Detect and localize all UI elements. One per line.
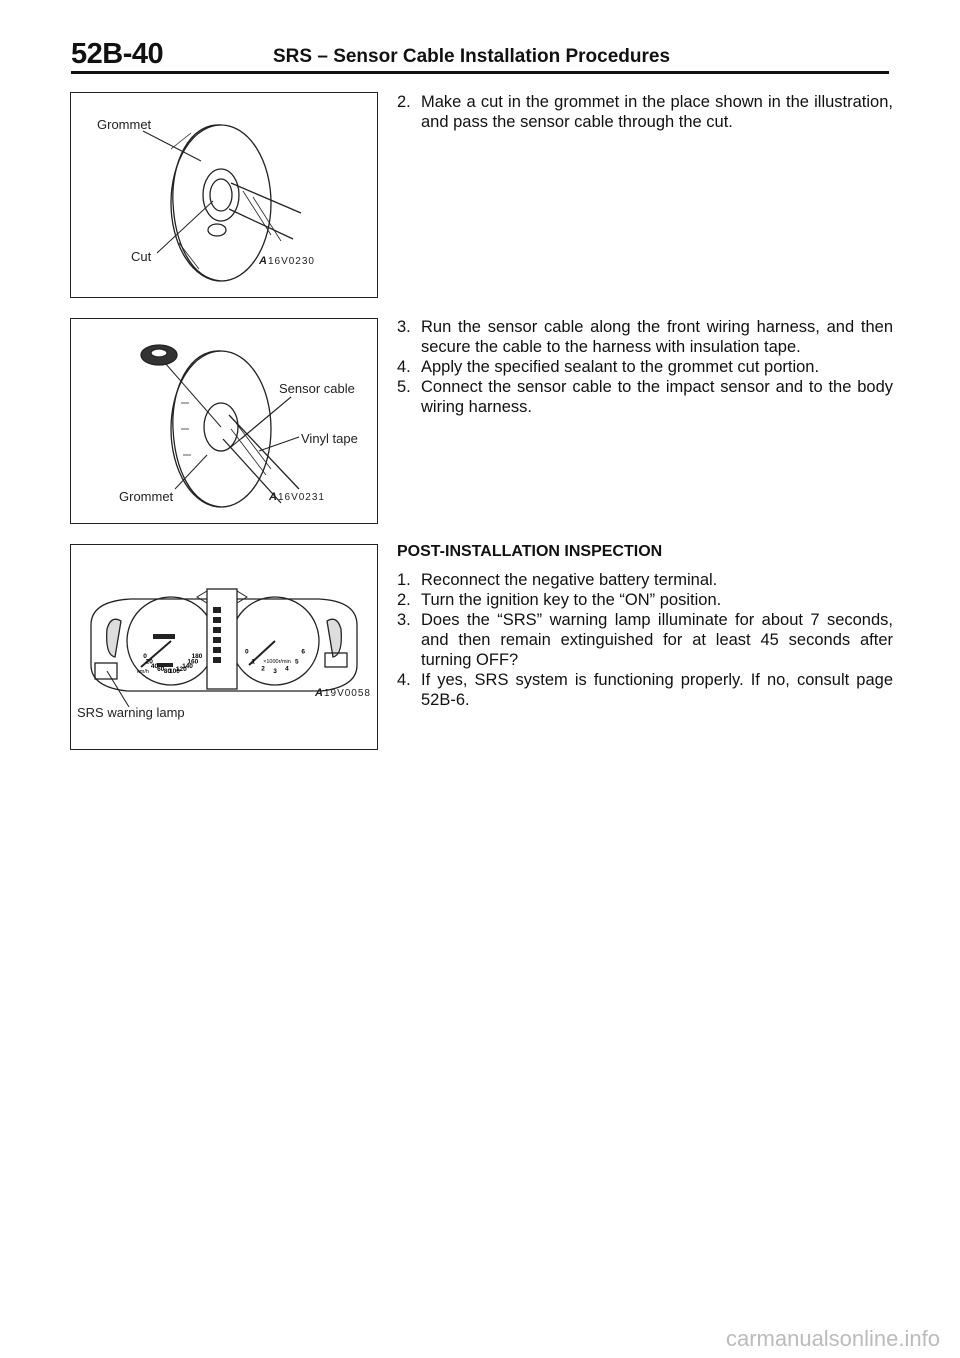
vinyl-tape-label: Vinyl tape [301,431,358,446]
gauge-number: 0 [244,648,249,656]
gauge-number: 6 [301,648,306,656]
page-number: 52B-40 [71,38,164,70]
watermark: carmanualsonline.info [725,1326,940,1351]
gauge-unit: ×1000r/min [263,659,291,665]
list-item: 5. Connect the sensor cable to the impact sensor and to the body wiring harness. [397,378,893,416]
grommet-label: Grommet [97,117,152,132]
gauge-number: 1 [251,658,256,666]
cut-label: Cut [131,249,152,264]
gauge-number: 3 [273,668,277,675]
list-item: 4. Apply the specified sealant to the grommet cut portion. [397,358,820,376]
gauge-number: 2 [261,665,265,673]
list-item: 2. Make a cut in the grommet in the place shown in the illustration, and pass the sensor cable through the cut. [397,93,893,131]
steps-block-a [397,92,893,132]
list-item: 4. If yes, SRS system is functioning properly. If no, consult page 52B-6. [397,671,893,709]
header-rule [71,71,889,74]
gauge-number: 120 [175,666,187,674]
figure-code: A19V0058 [315,687,371,699]
tachometer-labels [245,648,305,675]
gauge-number: 180 [191,653,203,660]
steps-block-b [397,317,893,417]
gauge-number: 40 [150,663,159,671]
gauge-number: 20 [145,658,153,666]
gauge-unit: km/h [137,669,149,675]
gauge-number: 140 [182,663,193,671]
figure-code: A16V0230 [259,255,315,267]
sensor-cable-label: Sensor cable [279,381,355,396]
gauge-number: 80 [163,667,172,675]
post-installation-inspection [397,542,893,710]
gauge-number: 5 [294,658,299,666]
list-item: 3. Run the sensor cable along the front wiring harness, and then secure the cable to the harness with insulation tape. [397,318,893,356]
grommet-label: Grommet [119,489,174,504]
figure-grommet-cut [70,92,378,298]
list-item: 2. Turn the ignition key to the “ON” position. [397,591,722,609]
list-item: 3. Does the “SRS” warning lamp illuminate for about 7 seconds, and then remain extinguished for at least 45 seconds after turning OFF? [397,611,893,669]
section-title: POST-INSTALLATION INSPECTION [397,543,663,560]
gauge-number: 60 [157,666,165,674]
gauge-number: 100 [169,667,180,675]
figure-instrument-cluster [70,544,378,750]
srs-warning-lamp-label: SRS warning lamp [77,705,185,720]
gauge-number: 160 [187,658,199,666]
sensor-cable-tape-illustration [71,319,377,523]
gauge-number: 4 [285,665,289,673]
gauge-number: 0 [143,653,147,660]
figure-code: A16V0231 [269,491,325,503]
figure-sensor-cable-tape [70,318,378,524]
list-item: 1. Reconnect the negative battery terminal. [397,571,718,589]
page-title: SRS – Sensor Cable Installation Procedures [273,46,671,67]
